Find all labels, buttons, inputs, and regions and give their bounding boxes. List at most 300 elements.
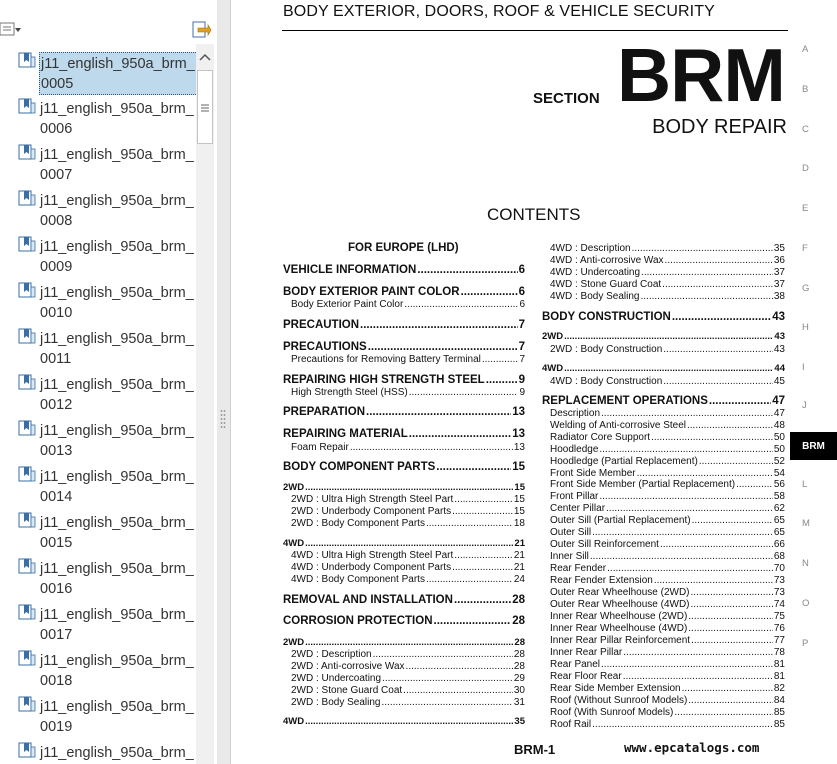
toc-entry-title: 2WD : Underbody Component Parts — [291, 506, 452, 517]
toc-entry[interactable] — [550, 647, 785, 658]
toc-leader-dots — [305, 637, 513, 648]
scroll-thumb[interactable] — [197, 70, 213, 144]
toc-entry[interactable] — [550, 376, 785, 387]
toc-entry-page: 76 — [773, 623, 785, 634]
bookmark-item[interactable] — [0, 324, 196, 370]
toc-entry[interactable] — [550, 291, 785, 302]
toc-entry-page: 47 — [772, 395, 785, 407]
toc-entry-title: Inner Rear Wheelhouse (2WD) — [550, 611, 688, 622]
toc-entry-title: Roof Rail — [550, 719, 592, 730]
toc-entry[interactable] — [550, 623, 785, 634]
bookmark-label-number: 0007 — [40, 167, 73, 183]
toc-entry[interactable] — [550, 695, 785, 706]
toc-entry-page: 43 — [772, 311, 785, 323]
bookmark-item[interactable] — [0, 186, 196, 232]
bookmark-item[interactable] — [0, 646, 196, 692]
header-divider — [282, 30, 788, 31]
toc-leader-dots — [454, 594, 511, 606]
bookmark-label — [39, 466, 196, 507]
toc-entry-title: 2WD : Description — [291, 649, 372, 660]
contents-title: CONTENTS — [487, 205, 581, 224]
toc-entry-page: 6 — [518, 286, 525, 298]
toc-entry-title: REMOVAL AND INSTALLATION — [283, 594, 453, 606]
toc-entry-page: 15 — [512, 461, 525, 473]
toc-leader-dots — [687, 420, 773, 431]
bookmark-label-number: 0019 — [40, 719, 73, 735]
bookmark-item[interactable] — [0, 370, 196, 416]
toc-leader-dots — [601, 408, 773, 419]
toc-entry-title: Foam Repair — [291, 442, 349, 453]
toc-entry[interactable] — [291, 442, 525, 453]
toc-entry-title: REPAIRING MATERIAL — [283, 428, 408, 440]
toc-leader-dots — [637, 468, 773, 479]
toc-entry-title: Inner Rear Pillar — [550, 647, 623, 658]
splitter-grip-icon — [220, 408, 226, 430]
bookmark-label-prefix: j11_english_950a_brm_ — [40, 377, 194, 393]
section-tab[interactable]: D — [802, 163, 809, 174]
toc-entry-title: Hoodledge (Partial Replacement) — [550, 456, 698, 467]
toc-entry-title: Rear Panel — [550, 659, 601, 670]
toc-entry[interactable] — [291, 494, 525, 505]
toc-entry[interactable] — [283, 286, 525, 298]
toc-leader-dots — [426, 574, 513, 585]
toc-entry-page: 24 — [513, 574, 525, 585]
toc-entry-title: Outer Sill (Partial Replacement) — [550, 515, 691, 526]
section-tab[interactable]: F — [802, 243, 808, 254]
toc-entry[interactable] — [542, 395, 785, 407]
bookmark-label — [39, 650, 196, 691]
section-name: BODY REPAIR — [652, 116, 787, 138]
bookmark-label — [39, 374, 196, 415]
toc-leader-dots — [404, 299, 518, 310]
toc-leader-dots — [564, 363, 773, 374]
bookmark-label-prefix: j11_english_950a_brm_ — [40, 607, 194, 623]
toc-entry-title: Outer Sill Reinforcement — [550, 539, 659, 550]
toc-entry-title: REPAIRING HIGH STRENGTH STEEL — [283, 374, 485, 386]
toc-entry-title: Hoodledge — [550, 444, 599, 455]
options-menu-button[interactable] — [0, 18, 22, 40]
toc-entry[interactable] — [291, 506, 525, 517]
bookmark-icon — [18, 742, 36, 760]
bookmark-label-number: 0018 — [40, 673, 73, 689]
toc-entry-page: 45 — [773, 376, 785, 387]
bookmark-label — [39, 512, 196, 553]
toc-entry[interactable] — [550, 432, 785, 443]
bookmark-item[interactable] — [0, 232, 196, 278]
toc-leader-dots — [305, 538, 513, 549]
section-tab[interactable]: P — [802, 638, 809, 649]
toc-entry[interactable] — [550, 408, 785, 419]
toc-entry[interactable] — [291, 387, 525, 398]
chevron-up-icon — [196, 47, 214, 67]
bookmark-icon — [18, 512, 36, 530]
toc-entry-page: 65 — [773, 515, 785, 526]
toc-entry[interactable] — [291, 574, 525, 585]
toc-entry[interactable] — [550, 527, 785, 538]
section-tab[interactable]: L — [802, 479, 808, 490]
toc-entry-page: 13 — [512, 406, 525, 418]
toc-entry[interactable] — [283, 374, 525, 386]
toc-entry-page: 18 — [513, 518, 525, 529]
toc-entry-title: Front Side Member — [550, 468, 636, 479]
bookmark-icon — [18, 98, 36, 116]
toc-leader-dots — [592, 719, 773, 730]
toc-entry-title: 4WD : Anti-corrosive Wax — [550, 255, 664, 266]
toc-leader-dots — [482, 354, 519, 365]
bookmark-item[interactable] — [0, 738, 196, 764]
bookmark-label — [39, 696, 196, 737]
toc-leader-dots — [360, 319, 518, 331]
toc-entry[interactable] — [291, 518, 525, 529]
grip-icon — [198, 71, 212, 143]
toc-entry-page: 28 — [513, 649, 525, 660]
toc-entry[interactable] — [283, 594, 525, 606]
bookmark-label-number: 0005 — [41, 76, 74, 92]
toc-entry[interactable] — [550, 611, 785, 622]
toc-entry-title: 4WD : Ultra High Strength Steel Part — [291, 550, 454, 561]
toc-entry-title: BODY COMPONENT PARTS — [283, 461, 436, 473]
toc-leader-dots — [607, 563, 773, 574]
section-tab[interactable]: M — [802, 518, 810, 529]
bookmark-label — [39, 420, 196, 461]
bookmark-item[interactable] — [0, 554, 196, 600]
toc-entry-title: Precautions for Removing Battery Terminal — [291, 354, 481, 365]
toc-entry[interactable] — [550, 671, 785, 682]
toc-entry[interactable] — [550, 491, 785, 502]
toc-entry[interactable] — [550, 267, 785, 278]
toc-entry-page: 6 — [518, 264, 525, 276]
toc-entry[interactable] — [550, 599, 785, 610]
toc-entry-title: 2WD : Stone Guard Coat — [291, 685, 403, 696]
toc-entry-page: 28 — [512, 594, 525, 606]
section-tab[interactable]: N — [802, 558, 809, 569]
toc-entry-page: 58 — [773, 491, 785, 502]
toc-entry[interactable] — [283, 461, 525, 473]
toc-leader-dots — [382, 697, 513, 708]
toc-entry-title: Outer Rear Wheelhouse (4WD) — [550, 599, 690, 610]
bookmark-label-number: 0015 — [40, 535, 73, 551]
toc-leader-dots — [403, 685, 513, 696]
toc-leader-dots — [641, 291, 773, 302]
toc-entry-page: 65 — [773, 527, 785, 538]
section-tab[interactable]: J — [802, 400, 807, 411]
bookmark-label-number: 0013 — [40, 443, 73, 459]
toc-entry[interactable] — [291, 562, 525, 573]
bookmark-label-number: 0010 — [40, 305, 73, 321]
expand-bookmark-button[interactable] — [190, 18, 212, 40]
toc-leader-dots — [590, 551, 773, 562]
toc-entry-page: 44 — [774, 363, 785, 374]
toc-leader-dots — [736, 479, 773, 490]
toc-entry-page: 36 — [773, 255, 785, 266]
toc-entry-title: Outer Sill — [550, 527, 592, 538]
toc-entry-page: 68 — [773, 551, 785, 562]
section-tab[interactable]: C — [802, 124, 809, 135]
toc-entry[interactable] — [550, 551, 785, 562]
toc-entry-title: Inner Rear Pillar Reinforcement — [550, 635, 691, 646]
bookmark-label-number: 0009 — [40, 259, 73, 275]
bookmark-expand-icon — [190, 18, 212, 40]
vertical-scrollbar[interactable] — [196, 44, 214, 764]
toc-entry-page: 15 — [513, 506, 525, 517]
toc-entry[interactable] — [291, 685, 525, 696]
toc-entry-page: 13 — [513, 442, 525, 453]
toc-entry[interactable] — [283, 428, 525, 440]
toc-entry[interactable] — [283, 637, 525, 648]
toc-entry[interactable] — [283, 406, 525, 418]
bookmark-icon — [18, 374, 36, 392]
bookmark-list — [0, 44, 196, 764]
toc-entry-page: 66 — [773, 539, 785, 550]
toc-entry-title: VEHICLE INFORMATION — [283, 264, 417, 276]
bookmark-label — [39, 98, 196, 139]
bookmark-icon — [18, 52, 36, 70]
bookmark-label-prefix: j11_english_950a_brm_ — [40, 653, 194, 669]
toc-entry-title: 4WD : Description — [550, 243, 631, 254]
toc-entry-page: 85 — [773, 707, 785, 718]
toc-entry[interactable] — [283, 716, 525, 727]
toc-entry-title: 2WD : Body Sealing — [291, 697, 381, 708]
toc-leader-dots — [691, 635, 773, 646]
toc-entry[interactable] — [291, 354, 525, 365]
toc-entry[interactable] — [550, 719, 785, 730]
toc-entry-page: 52 — [773, 456, 785, 467]
toc-entry[interactable] — [283, 615, 525, 627]
toc-entry-title: 2WD — [283, 637, 305, 648]
toc-entry[interactable] — [550, 503, 785, 514]
toc-leader-dots — [599, 444, 773, 455]
bookmark-item[interactable] — [0, 48, 196, 94]
toc-entry-page: 38 — [773, 291, 785, 302]
section-tab[interactable]: E — [802, 203, 809, 214]
toc-entry-page: 9 — [519, 387, 525, 398]
bookmark-item[interactable] — [0, 508, 196, 554]
toc-entry-title: 4WD : Stone Guard Coat — [550, 279, 662, 290]
section-tab[interactable]: G — [802, 283, 810, 294]
bookmark-label-prefix: j11_english_950a_brm_ — [40, 515, 194, 531]
toc-entry[interactable] — [550, 515, 785, 526]
toc-leader-dots — [691, 587, 773, 598]
toc-leader-dots — [417, 264, 517, 276]
toc-entry-title: Front Side Member (Partial Replacement) — [550, 479, 736, 490]
toc-entry[interactable] — [550, 563, 785, 574]
bookmark-icon — [18, 236, 36, 254]
toc-entry[interactable] — [283, 319, 525, 331]
toc-entry-title: 2WD : Body Component Parts — [291, 518, 425, 529]
toc-entry[interactable] — [550, 279, 785, 290]
toc-entry-page: 28 — [513, 661, 525, 672]
toc-leader-dots — [486, 374, 518, 386]
toc-entry-title: 4WD : Underbody Component Parts — [291, 562, 452, 573]
toc-entry-page: 50 — [773, 432, 785, 443]
bookmark-label — [39, 558, 196, 599]
toc-entry[interactable] — [291, 661, 525, 672]
toc-leader-dots — [699, 456, 773, 467]
toc-entry-title: PREPARATION — [283, 406, 365, 418]
toc-entry[interactable] — [550, 575, 785, 586]
page-header: BODY EXTERIOR, DOORS, ROOF & VEHICLE SECURITY — [283, 3, 715, 20]
toc-entry-title: Rear Side Member Extension — [550, 683, 681, 694]
toc-entry-title: 2WD — [542, 331, 564, 342]
bookmark-icon — [18, 282, 36, 300]
toc-entry-page: 37 — [773, 267, 785, 278]
toc-entry[interactable] — [550, 344, 785, 355]
toc-entry-page: 35 — [773, 243, 785, 254]
bookmark-item[interactable] — [0, 462, 196, 508]
toc-entry-title: Rear Fender — [550, 563, 607, 574]
toc-leader-dots — [452, 506, 513, 517]
toc-entry[interactable] — [550, 479, 785, 490]
bookmark-item[interactable] — [0, 94, 196, 140]
bookmark-item[interactable] — [0, 140, 196, 186]
scroll-up-button[interactable] — [196, 47, 214, 67]
bookmark-label-prefix: j11_english_950a_brm_ — [40, 331, 194, 347]
bookmark-label — [39, 236, 196, 277]
toc-entry-page: 74 — [773, 599, 785, 610]
toc-entry-page: 73 — [773, 575, 785, 586]
section-tab[interactable]: H — [802, 322, 809, 333]
toc-entry[interactable] — [550, 539, 785, 550]
options-menu-icon — [0, 18, 22, 40]
bookmark-item[interactable] — [0, 416, 196, 462]
toc-entry-page: 43 — [773, 344, 785, 355]
toc-entry-title: PRECAUTIONS — [283, 341, 367, 353]
toc-entry[interactable] — [542, 311, 785, 323]
toc-entry[interactable] — [550, 587, 785, 598]
toc-entry-title: 4WD : Undercoating — [550, 267, 641, 278]
toc-entry[interactable] — [550, 707, 785, 718]
toc-entry-title: REPLACEMENT OPERATIONS — [542, 395, 708, 407]
section-tab-active[interactable]: BRM — [790, 432, 837, 460]
toc-entry-page: 70 — [773, 563, 785, 574]
toc-entry[interactable] — [550, 659, 785, 670]
toc-entry[interactable] — [550, 444, 785, 455]
bookmark-label-prefix: j11_english_950a_brm_ — [40, 193, 194, 209]
bookmark-icon — [18, 604, 36, 622]
toc-entry[interactable] — [291, 550, 525, 561]
toc-entry[interactable] — [550, 683, 785, 694]
bookmark-label-prefix: j11_english_950a_brm_ — [40, 423, 194, 439]
toc-entry[interactable] — [550, 468, 785, 479]
bookmark-icon — [18, 144, 36, 162]
toc-leader-dots — [709, 395, 771, 407]
section-tab[interactable]: O — [802, 598, 810, 609]
toc-leader-dots — [651, 432, 773, 443]
toc-leader-dots — [623, 647, 773, 658]
toc-entry[interactable] — [550, 456, 785, 467]
bookmarks-panel — [0, 0, 218, 764]
section-tab[interactable]: B — [802, 84, 809, 95]
toc-entry[interactable] — [283, 341, 525, 353]
toc-entry-page: 82 — [773, 683, 785, 694]
toc-entry-page: 75 — [773, 611, 785, 622]
bookmark-label-prefix: j11_english_950a_brm_ — [40, 239, 194, 255]
toc-leader-dots — [674, 707, 772, 718]
toc-leader-dots — [592, 527, 773, 538]
toc-entry[interactable] — [291, 299, 525, 310]
toc-entry-title: 4WD — [283, 716, 305, 727]
toc-leader-dots — [660, 539, 773, 550]
toc-entry-page: 81 — [773, 671, 785, 682]
toc-entry[interactable] — [283, 482, 525, 493]
toc-entry-title: 4WD : Body Sealing — [550, 291, 640, 302]
toc-leader-dots — [305, 482, 513, 493]
toc-entry[interactable] — [542, 363, 785, 374]
toc-leader-dots — [654, 575, 773, 586]
toc-entry-page: 7 — [518, 319, 525, 331]
toc-entry-title: Body Exterior Paint Color — [291, 299, 404, 310]
bookmark-icon — [18, 650, 36, 668]
toc-leader-dots — [454, 494, 513, 505]
toc-entry-title: Inner Sill — [550, 551, 589, 562]
toc-entry-page: 50 — [773, 444, 785, 455]
bookmark-item[interactable] — [0, 600, 196, 646]
toc-entry-page: 30 — [513, 685, 525, 696]
toc-leader-dots — [601, 659, 773, 670]
toc-entry[interactable] — [283, 538, 525, 549]
bookmark-item[interactable] — [0, 692, 196, 738]
toc-entry[interactable] — [291, 649, 525, 660]
toc-leader-dots — [663, 344, 773, 355]
toc-entry[interactable] — [550, 255, 785, 266]
bookmark-icon — [18, 696, 36, 714]
region-title: FOR EUROPE (LHD) — [348, 242, 459, 254]
document-page — [231, 0, 837, 764]
toc-entry[interactable] — [550, 243, 785, 254]
toc-leader-dots — [368, 341, 518, 353]
toc-leader-dots — [305, 716, 513, 727]
toc-entry-title: 2WD : Body Construction — [550, 344, 663, 355]
toc-entry-title: 2WD — [283, 482, 305, 493]
bookmark-label-number: 0016 — [40, 581, 73, 597]
toc-entry[interactable] — [542, 331, 785, 342]
bookmark-label — [39, 604, 196, 645]
bookmark-item[interactable] — [0, 278, 196, 324]
section-code: BRM — [617, 33, 785, 117]
toc-entry-page: 62 — [773, 503, 785, 514]
toc-leader-dots — [662, 279, 773, 290]
toc-entry-page: 35 — [514, 716, 525, 727]
toc-entry-title: BODY CONSTRUCTION — [542, 311, 671, 323]
toc-leader-dots — [436, 461, 511, 473]
bookmark-label — [39, 282, 196, 323]
section-tab[interactable]: I — [802, 362, 805, 373]
section-tab[interactable]: A — [802, 44, 809, 55]
toc-entry-page: 6 — [519, 299, 525, 310]
toc-leader-dots — [409, 428, 511, 440]
watermark: www.epcatalogs.com — [624, 740, 760, 755]
toc-entry[interactable] — [283, 264, 525, 276]
toc-leader-dots — [350, 442, 513, 453]
toc-entry-title: Rear Floor Rear — [550, 671, 622, 682]
toc-entry[interactable] — [550, 635, 785, 646]
toc-entry-page: 9 — [518, 374, 525, 386]
toc-leader-dots — [623, 671, 773, 682]
bookmark-icon — [18, 328, 36, 346]
toc-entry[interactable] — [550, 420, 785, 431]
toc-leader-dots — [454, 550, 513, 561]
toc-entry-title: BODY EXTERIOR PAINT COLOR — [283, 286, 460, 298]
toc-entry[interactable] — [291, 697, 525, 708]
toc-entry-page: 13 — [512, 428, 525, 440]
panel-splitter[interactable] — [217, 0, 231, 764]
toc-leader-dots — [688, 623, 773, 634]
toc-entry-page: 21 — [513, 562, 525, 573]
toc-entry-title: Roof (With Sunroof Models) — [550, 707, 674, 718]
section-label: SECTION — [533, 90, 600, 107]
toc-entry[interactable] — [291, 673, 525, 684]
toc-entry-title: Radiator Core Support — [550, 432, 651, 443]
